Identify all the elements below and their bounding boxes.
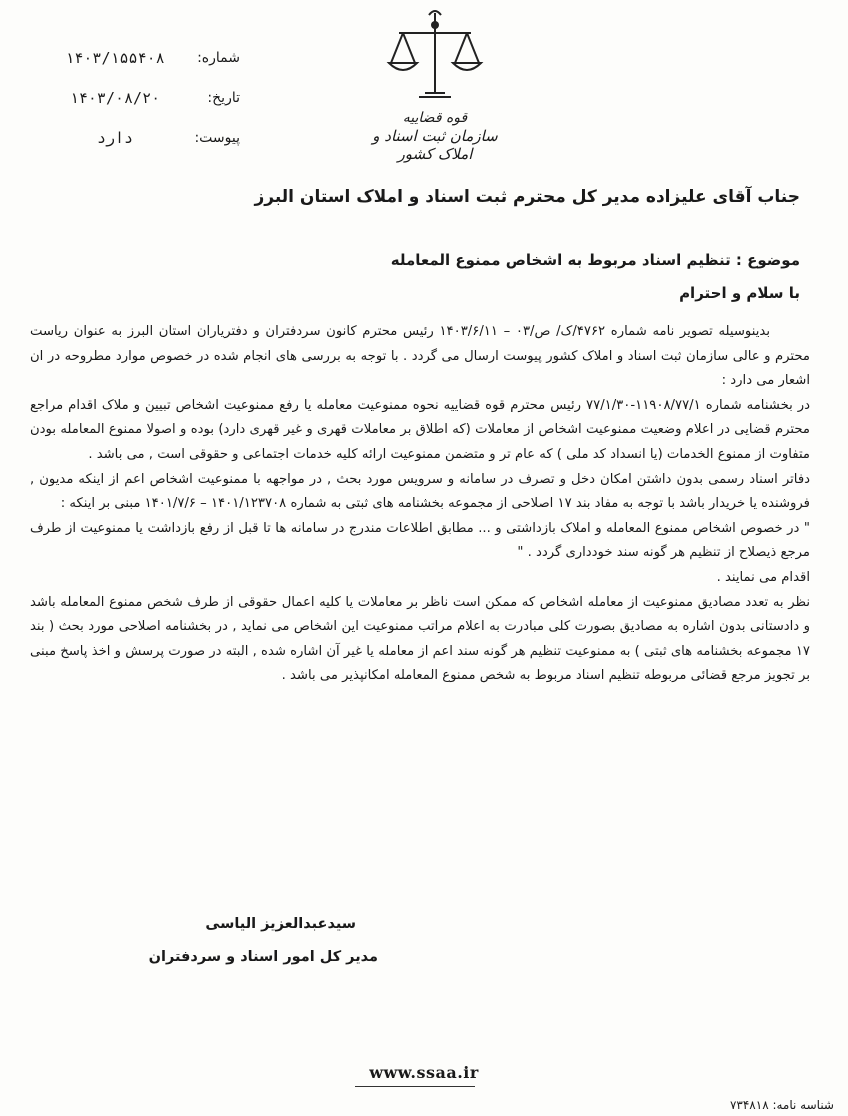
number-value: ۱۴۰۳/۱۵۵۴۰۸	[65, 49, 165, 67]
footer-website: www.ssaa.ir	[369, 1063, 479, 1082]
body-paragraph: در بخشنامه شماره ۱۱۹۰۸/۷۷/۱-۷۷/۱/۳۰ رئیس محترم قوه قضاییه نحوه ممنوعیت معامله یا رفع ممنوعیت اشخاص تبیین و ملاک اقدام مراجع محترم قضایی در اعلام وضعیت ممنوعیت اشخاص از معاملات (که اطلاق بر معاملات قهری و غیر قهری دارد) بوده و اصولا ممنوع المعامله بودن متفاوت از ممنوع الخدمات (یا انسداد کد ملی ) که عام تر و متضمن ممنوعیت ارائه کلیه خدمات اجتماعی و حقوقی است , می باشد .	[30, 397, 810, 462]
body-paragraph: اقدام می نمایند .	[716, 569, 810, 585]
meta-number-row	[40, 38, 240, 78]
letter-meta	[40, 38, 240, 158]
body-paragraph: بدینوسیله تصویر نامه شماره ۴۷۶۲/ک/ ص/۰۳ – ۱۴۰۳/۶/۱۱ رئیس محترم کانون سردفتران و دفتریاران استان البرز به عنوان ریاست محترم و عالی سازمان ثبت اسناد و املاک کشور پیوست ارسال می گردد . با توجه به بررسی های انجام شده در خصوص موارد مطروحه در ان اشعار می دارد :	[30, 324, 810, 389]
body-paragraph: دفاتر اسناد رسمی بدون داشتن امکان دخل و تصرف در سامانه و سرویس مورد بحث , در مواجهه با ممنوعیت اشخاص اعم از اینکه مدیون , فروشنده یا خریدار باشد با توجه به مفاد بند ۱۷ اصلاحی از مجموعه بخشنامه های ثبتی به شماره ۱۴۰۱/۱۲۳۷۰۸ – ۱۴۰۱/۷/۶ مبنی بر اینکه :	[30, 471, 810, 512]
signature-block	[149, 908, 378, 974]
letter-subject: موضوع : تنظیم اسناد مربوط به اشخاص ممنوع المعامله	[390, 251, 800, 269]
scales-of-justice-icon	[385, 5, 485, 105]
addressee: جناب آقای علیزاده مدیر کل محترم ثبت اسناد و املاک استان البرز	[254, 187, 800, 207]
body-quote: " در خصوص اشخاص ممنوع المعامله و املاک بازداشتی و ... مطابق اطلاعات مندرج در سامانه ها تا قبل از رفع بازداشت یا ممنوعیت از طرف مرجع ذیصلاح از تنظیم هر گونه سند خودداری گردد . "	[30, 520, 810, 561]
meta-attachment-row	[40, 118, 240, 158]
attachment-label: پیوست:	[194, 130, 240, 146]
date-label: تاریخ:	[207, 90, 240, 106]
attachment-value: دارد	[96, 129, 134, 147]
org-line-judiciary: قوه قضاییه	[402, 110, 468, 126]
body-paragraph: نظر به تعدد مصادیق ممنوعیت از معامله اشخاص که ممکن است ناظر بر معاملات یا کلیه اعمال حقوقی از طرف شخص ممنوع المعامله باشد و دادستانی بدون اشاره به مصادیق بصورت کلی مبادرت به اعلام مراتب ممنوعیت این اشخاص می نماید , در بخشنامه اصلاحی مورد بحث ( بند ۱۷ مجموعه بخشنامه های ثبتی ) به ممنوعیت تنظیم هر گونه سند اعم از معامله یا غیر آن اشاره شده , البته در صورت پرسش و اخذ پاسخ مبنی بر تجویز مرجع قضائی مربوطه تنظیم اسناد مربوط به شخص ممنوع المعامله امکانپذیر می باشد .	[30, 594, 810, 684]
footer-letter-id: شناسه نامه: ۷۳۴۸۱۸	[729, 1098, 834, 1112]
org-line-registration: سازمان ثبت اسناد و املاک کشور	[372, 127, 498, 163]
meta-date-row	[40, 78, 240, 118]
signatory-name: سیدعبدالعزیز الیاسی	[205, 916, 356, 932]
judiciary-logo	[360, 5, 510, 163]
footer-divider	[355, 1086, 475, 1087]
signatory-title: مدیر کل امور اسناد و سردفتران	[148, 949, 378, 965]
number-label: شماره:	[197, 50, 240, 66]
letter-body	[30, 320, 810, 689]
date-value: ۱۴۰۳/۰۸/۲۰	[69, 89, 161, 107]
letter-greeting: با سلام و احترام	[679, 284, 800, 302]
